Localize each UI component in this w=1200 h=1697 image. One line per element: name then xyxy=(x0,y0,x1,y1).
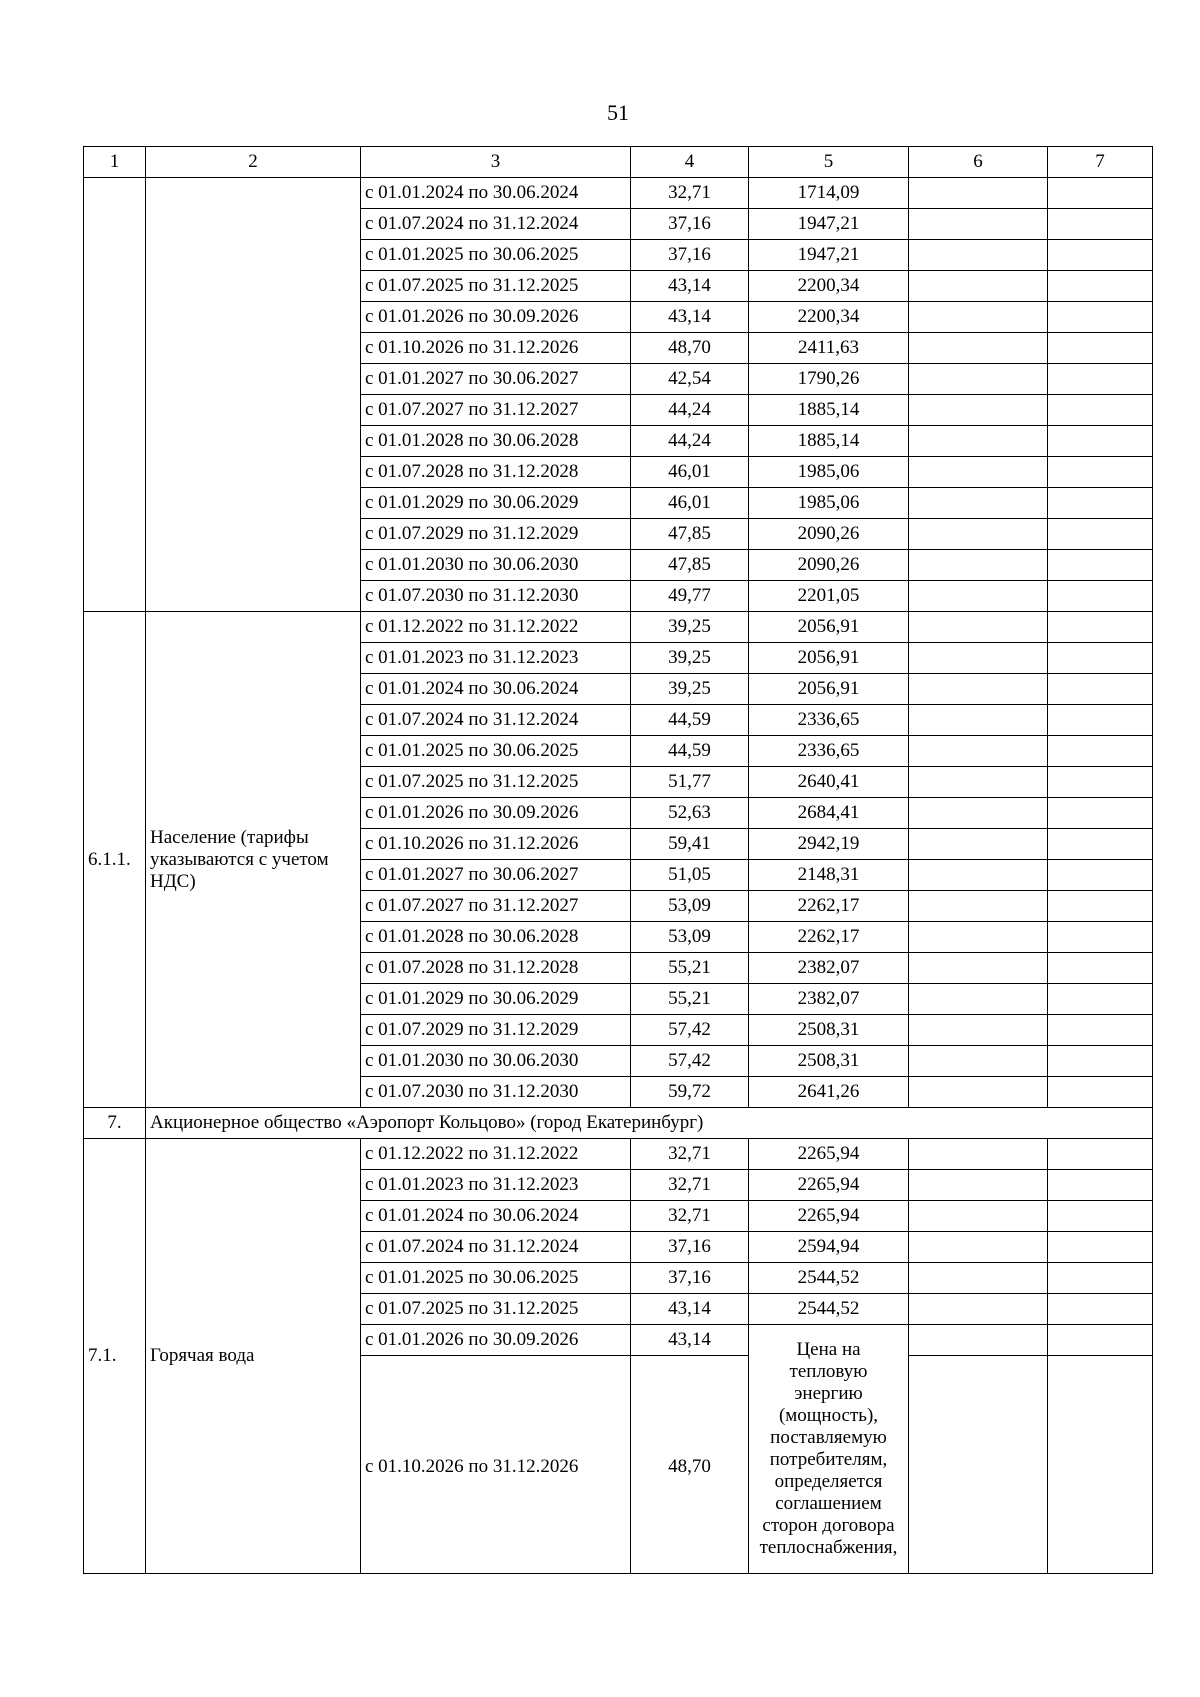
period-cell: с 01.07.2028 по 31.12.2028 xyxy=(361,457,631,488)
value-col4-cell: 46,01 xyxy=(631,488,749,519)
empty-col6-cell xyxy=(909,643,1048,674)
empty-col6-cell xyxy=(909,1356,1048,1574)
value-col5-cell: 2265,94 xyxy=(749,1139,909,1170)
value-col4-cell: 46,01 xyxy=(631,457,749,488)
value-col5-cell: 1985,06 xyxy=(749,457,909,488)
empty-col7-cell xyxy=(1048,922,1153,953)
value-col4-cell: 59,72 xyxy=(631,1077,749,1108)
value-col4-cell: 48,70 xyxy=(631,333,749,364)
section-title-cell: Акционерное общество «Аэропорт Кольцово» (город Екатеринбург) xyxy=(146,1108,1153,1139)
page-number: 51 xyxy=(607,100,629,125)
row-index-cell: 7.1. xyxy=(84,1139,146,1574)
value-col4-cell: 44,24 xyxy=(631,426,749,457)
header-cell: 5 xyxy=(749,147,909,178)
period-cell: с 01.07.2024 по 31.12.2024 xyxy=(361,1232,631,1263)
value-col4-cell: 55,21 xyxy=(631,984,749,1015)
empty-col6-cell xyxy=(909,767,1048,798)
value-col5-cell: 2544,52 xyxy=(749,1294,909,1325)
header-cell: 1 xyxy=(84,147,146,178)
header-cell: 7 xyxy=(1048,147,1153,178)
empty-col7-cell xyxy=(1048,953,1153,984)
value-col5-cell: 1947,21 xyxy=(749,240,909,271)
header-cell: 2 xyxy=(146,147,361,178)
empty-col7-cell xyxy=(1048,519,1153,550)
empty-col6-cell xyxy=(909,1325,1048,1356)
empty-col6-cell xyxy=(909,984,1048,1015)
empty-col7-cell xyxy=(1048,829,1153,860)
empty-col7-cell xyxy=(1048,581,1153,612)
empty-col6-cell xyxy=(909,395,1048,426)
value-col5-cell: 2090,26 xyxy=(749,550,909,581)
empty-col6-cell xyxy=(909,674,1048,705)
empty-col7-cell xyxy=(1048,767,1153,798)
empty-col7-cell xyxy=(1048,1356,1153,1574)
empty-col6-cell xyxy=(909,581,1048,612)
period-cell: с 01.07.2029 по 31.12.2029 xyxy=(361,519,631,550)
empty-col7-cell xyxy=(1048,1015,1153,1046)
value-col5-cell: 2265,94 xyxy=(749,1201,909,1232)
empty-col6-cell xyxy=(909,178,1048,209)
section-index-cell: 7. xyxy=(84,1108,146,1139)
empty-col7-cell xyxy=(1048,798,1153,829)
value-col5-cell: 2201,05 xyxy=(749,581,909,612)
value-col4-cell: 44,59 xyxy=(631,705,749,736)
note-line: определяется xyxy=(774,1471,883,1492)
empty-col6-cell xyxy=(909,302,1048,333)
period-cell: с 01.07.2024 по 31.12.2024 xyxy=(361,209,631,240)
empty-col7-cell xyxy=(1048,1294,1153,1325)
period-cell: с 01.01.2026 по 30.09.2026 xyxy=(361,1325,631,1356)
value-col4-cell: 42,54 xyxy=(631,364,749,395)
value-col5-cell: 2056,91 xyxy=(749,612,909,643)
empty-col7-cell xyxy=(1048,457,1153,488)
period-cell: с 01.01.2027 по 30.06.2027 xyxy=(361,364,631,395)
value-col4-cell: 32,71 xyxy=(631,1170,749,1201)
empty-col7-cell xyxy=(1048,674,1153,705)
empty-col6-cell xyxy=(909,860,1048,891)
empty-col7-cell xyxy=(1048,860,1153,891)
value-col5-cell: 2090,26 xyxy=(749,519,909,550)
empty-col6-cell xyxy=(909,922,1048,953)
empty-col7-cell xyxy=(1048,240,1153,271)
empty-col6-cell xyxy=(909,1015,1048,1046)
period-cell: с 01.01.2028 по 30.06.2028 xyxy=(361,922,631,953)
table-row xyxy=(84,612,1153,643)
period-cell: с 01.01.2029 по 30.06.2029 xyxy=(361,488,631,519)
period-cell: с 01.12.2022 по 31.12.2022 xyxy=(361,1139,631,1170)
value-col5-cell: 2056,91 xyxy=(749,643,909,674)
value-col5-cell: 2508,31 xyxy=(749,1015,909,1046)
empty-col7-cell xyxy=(1048,643,1153,674)
period-cell: с 01.01.2030 по 30.06.2030 xyxy=(361,1046,631,1077)
period-cell: с 01.07.2030 по 31.12.2030 xyxy=(361,1077,631,1108)
empty-col6-cell xyxy=(909,1294,1048,1325)
table-body xyxy=(84,147,1153,1574)
empty-col7-cell xyxy=(1048,1263,1153,1294)
value-col4-cell: 53,09 xyxy=(631,891,749,922)
empty-col6-cell xyxy=(909,488,1048,519)
period-cell: с 01.01.2028 по 30.06.2028 xyxy=(361,426,631,457)
empty-col6-cell xyxy=(909,798,1048,829)
period-cell: с 01.10.2026 по 31.12.2026 xyxy=(361,333,631,364)
period-cell: с 01.12.2022 по 31.12.2022 xyxy=(361,612,631,643)
value-col4-cell: 51,05 xyxy=(631,860,749,891)
value-col4-cell: 37,16 xyxy=(631,240,749,271)
period-cell: с 01.01.2026 по 30.09.2026 xyxy=(361,798,631,829)
row-index-cell: 6.1.1. xyxy=(84,612,146,1108)
period-cell: с 01.07.2024 по 31.12.2024 xyxy=(361,705,631,736)
period-cell: с 01.07.2025 по 31.12.2025 xyxy=(361,271,631,302)
value-col5-cell: 2544,52 xyxy=(749,1263,909,1294)
empty-col7-cell xyxy=(1048,364,1153,395)
note-line: Цена на xyxy=(796,1339,861,1360)
empty-col6-cell xyxy=(909,1263,1048,1294)
table-row xyxy=(84,178,1153,209)
value-col5-cell: 2148,31 xyxy=(749,860,909,891)
empty-col6-cell xyxy=(909,457,1048,488)
price-note-cell xyxy=(749,1325,909,1574)
period-cell: с 01.07.2027 по 31.12.2027 xyxy=(361,891,631,922)
empty-col6-cell xyxy=(909,1077,1048,1108)
empty-col7-cell xyxy=(1048,426,1153,457)
value-col5-cell: 2200,34 xyxy=(749,302,909,333)
value-col4-cell: 43,14 xyxy=(631,1294,749,1325)
value-col4-cell: 44,24 xyxy=(631,395,749,426)
empty-col7-cell xyxy=(1048,209,1153,240)
period-cell: с 01.01.2025 по 30.06.2025 xyxy=(361,1263,631,1294)
section-row xyxy=(84,1108,1153,1139)
empty-col7-cell xyxy=(1048,271,1153,302)
empty-col6-cell xyxy=(909,1232,1048,1263)
value-col5-cell: 2336,65 xyxy=(749,736,909,767)
empty-col6-cell xyxy=(909,953,1048,984)
period-cell: с 01.01.2025 по 30.06.2025 xyxy=(361,736,631,767)
value-col5-cell: 2382,07 xyxy=(749,984,909,1015)
value-col5-cell: 2382,07 xyxy=(749,953,909,984)
value-col4-cell: 44,59 xyxy=(631,736,749,767)
note-line: поставляемую xyxy=(770,1427,887,1448)
row-label-cell: Население (тарифы указываются с учетом НДС) xyxy=(146,612,361,1108)
value-col4-cell: 43,14 xyxy=(631,1325,749,1356)
value-col5-cell: 1985,06 xyxy=(749,488,909,519)
header-cell: 6 xyxy=(909,147,1048,178)
value-col5-cell: 2411,63 xyxy=(749,333,909,364)
note-line: соглашением xyxy=(775,1493,882,1514)
value-col4-cell: 52,63 xyxy=(631,798,749,829)
value-col4-cell: 32,71 xyxy=(631,1201,749,1232)
value-col5-cell: 2200,34 xyxy=(749,271,909,302)
empty-col7-cell xyxy=(1048,1232,1153,1263)
value-col4-cell: 39,25 xyxy=(631,674,749,705)
empty-col6-cell xyxy=(909,271,1048,302)
empty-col7-cell xyxy=(1048,984,1153,1015)
value-col4-cell: 43,14 xyxy=(631,302,749,333)
period-cell: с 01.01.2029 по 30.06.2029 xyxy=(361,984,631,1015)
value-col5-cell: 2684,41 xyxy=(749,798,909,829)
empty-col6-cell xyxy=(909,829,1048,860)
value-col5-cell: 2641,26 xyxy=(749,1077,909,1108)
value-col5-cell: 2640,41 xyxy=(749,767,909,798)
empty-col7-cell xyxy=(1048,1325,1153,1356)
period-cell: с 01.07.2030 по 31.12.2030 xyxy=(361,581,631,612)
empty-col7-cell xyxy=(1048,302,1153,333)
period-cell: с 01.01.2027 по 30.06.2027 xyxy=(361,860,631,891)
empty-col6-cell xyxy=(909,736,1048,767)
value-col5-cell: 2262,17 xyxy=(749,891,909,922)
period-cell: с 01.07.2025 по 31.12.2025 xyxy=(361,1294,631,1325)
value-col4-cell: 57,42 xyxy=(631,1015,749,1046)
period-cell: с 01.01.2024 по 30.06.2024 xyxy=(361,674,631,705)
row-label-cell: Горячая вода xyxy=(146,1139,361,1574)
period-cell: с 01.07.2029 по 31.12.2029 xyxy=(361,1015,631,1046)
value-col4-cell: 37,16 xyxy=(631,1232,749,1263)
empty-col7-cell xyxy=(1048,705,1153,736)
empty-col7-cell xyxy=(1048,488,1153,519)
value-col4-cell: 49,77 xyxy=(631,581,749,612)
value-col5-cell: 2262,17 xyxy=(749,922,909,953)
empty-col7-cell xyxy=(1048,612,1153,643)
tariff-table xyxy=(83,146,1153,1574)
period-cell: с 01.01.2025 по 30.06.2025 xyxy=(361,240,631,271)
value-col4-cell: 57,42 xyxy=(631,1046,749,1077)
value-col4-cell: 39,25 xyxy=(631,612,749,643)
empty-col6-cell xyxy=(909,426,1048,457)
value-col5-cell: 2942,19 xyxy=(749,829,909,860)
row-label-cell xyxy=(146,178,361,612)
value-col4-cell: 53,09 xyxy=(631,922,749,953)
period-cell: с 01.01.2030 по 30.06.2030 xyxy=(361,550,631,581)
empty-col6-cell xyxy=(909,705,1048,736)
empty-col6-cell xyxy=(909,1201,1048,1232)
period-cell: с 01.01.2024 по 30.06.2024 xyxy=(361,178,631,209)
period-cell: с 01.07.2027 по 31.12.2027 xyxy=(361,395,631,426)
header-row xyxy=(84,147,1153,178)
empty-col6-cell xyxy=(909,209,1048,240)
value-col4-cell: 32,71 xyxy=(631,178,749,209)
period-cell: с 01.07.2028 по 31.12.2028 xyxy=(361,953,631,984)
period-cell: с 01.10.2026 по 31.12.2026 xyxy=(361,829,631,860)
value-col5-cell: 1714,09 xyxy=(749,178,909,209)
value-col4-cell: 32,71 xyxy=(631,1139,749,1170)
value-col4-cell: 43,14 xyxy=(631,271,749,302)
empty-col7-cell xyxy=(1048,333,1153,364)
note-line: энергию xyxy=(794,1383,863,1404)
value-col5-cell: 2265,94 xyxy=(749,1170,909,1201)
header-cell: 3 xyxy=(361,147,631,178)
table-row xyxy=(84,1139,1153,1170)
period-cell: с 01.07.2025 по 31.12.2025 xyxy=(361,767,631,798)
value-col5-cell: 1885,14 xyxy=(749,395,909,426)
note-line: теплоснабжения, xyxy=(759,1537,898,1558)
value-col5-cell: 1885,14 xyxy=(749,426,909,457)
note-line: тепловую xyxy=(789,1361,868,1382)
empty-col6-cell xyxy=(909,891,1048,922)
empty-col6-cell xyxy=(909,519,1048,550)
empty-col6-cell xyxy=(909,1170,1048,1201)
value-col5-cell: 2594,94 xyxy=(749,1232,909,1263)
period-cell: с 01.10.2026 по 31.12.2026 xyxy=(361,1356,631,1574)
value-col4-cell: 47,85 xyxy=(631,550,749,581)
period-cell: с 01.01.2023 по 31.12.2023 xyxy=(361,643,631,674)
empty-col7-cell xyxy=(1048,1201,1153,1232)
empty-col6-cell xyxy=(909,1046,1048,1077)
note-line: потребителям, xyxy=(769,1449,888,1470)
value-col5-cell: 2056,91 xyxy=(749,674,909,705)
empty-col7-cell xyxy=(1048,1046,1153,1077)
value-col4-cell: 51,77 xyxy=(631,767,749,798)
empty-col7-cell xyxy=(1048,736,1153,767)
period-cell: с 01.01.2023 по 31.12.2023 xyxy=(361,1170,631,1201)
value-col4-cell: 59,41 xyxy=(631,829,749,860)
value-col5-cell: 1947,21 xyxy=(749,209,909,240)
period-cell: с 01.01.2026 по 30.09.2026 xyxy=(361,302,631,333)
empty-col7-cell xyxy=(1048,395,1153,426)
empty-col6-cell xyxy=(909,1139,1048,1170)
value-col4-cell: 37,16 xyxy=(631,209,749,240)
empty-col6-cell xyxy=(909,364,1048,395)
empty-col7-cell xyxy=(1048,1170,1153,1201)
row-index-cell xyxy=(84,178,146,612)
empty-col6-cell xyxy=(909,550,1048,581)
value-col4-cell: 37,16 xyxy=(631,1263,749,1294)
value-col4-cell: 47,85 xyxy=(631,519,749,550)
period-cell: с 01.01.2024 по 30.06.2024 xyxy=(361,1201,631,1232)
value-col4-cell: 55,21 xyxy=(631,953,749,984)
empty-col7-cell xyxy=(1048,891,1153,922)
empty-col7-cell xyxy=(1048,178,1153,209)
value-col4-cell: 48,70 xyxy=(631,1356,749,1574)
header-cell: 4 xyxy=(631,147,749,178)
empty-col7-cell xyxy=(1048,1077,1153,1108)
note-line: сторон договора xyxy=(762,1515,895,1536)
value-col5-cell: 2508,31 xyxy=(749,1046,909,1077)
empty-col6-cell xyxy=(909,612,1048,643)
note-line: (мощность), xyxy=(778,1405,879,1426)
empty-col6-cell xyxy=(909,240,1048,271)
empty-col7-cell xyxy=(1048,550,1153,581)
value-col5-cell: 1790,26 xyxy=(749,364,909,395)
value-col4-cell: 39,25 xyxy=(631,643,749,674)
empty-col7-cell xyxy=(1048,1139,1153,1170)
empty-col6-cell xyxy=(909,333,1048,364)
value-col5-cell: 2336,65 xyxy=(749,705,909,736)
